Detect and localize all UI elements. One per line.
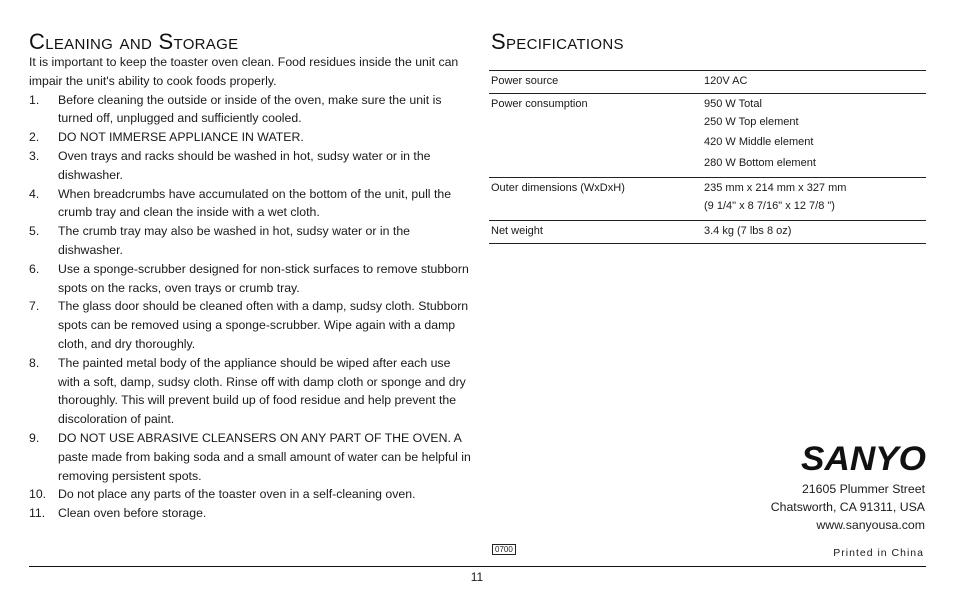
cleaning-step [29,297,471,353]
step-number: 5. [29,224,40,239]
cleaning-title: Cleaning and Storage [29,29,239,54]
step-number: 1. [29,92,40,107]
spec-label: Power source [491,75,559,87]
company-address [771,480,925,534]
step-number: 9. [29,430,40,445]
step-text: When breadcrumbs have accumulated on the bottom of the unit, pull the crumb tray and clean the inside with a wet cloth. [58,186,452,220]
sanyo-logo [800,440,927,474]
step-number: 10. [29,487,47,502]
cleaning-step [29,485,471,504]
step-text: The crumb tray may also be washed in hot, sudsy water or in the dishwasher. [58,224,410,257]
cleaning-step [29,147,471,185]
spec-label: Net weight [491,225,543,238]
cleaning-section [29,53,471,523]
step-text: The glass door should be cleaned often with a damp, sudsy cloth. Stubborn spots can be removed using a sponge-scrubber. Wipe again with a damp cloth, and dry thoroughly. [58,299,469,351]
cleaning-step [29,354,471,429]
cleaning-step [29,260,471,298]
spec-value: 250 W Top element [704,116,799,128]
step-number: 4. [29,186,40,201]
step-text: Clean oven before storage. [58,506,207,521]
print-code: 0700 [492,544,516,555]
step-number: 11. [29,506,46,521]
spec-values [704,94,926,178]
step-text: Use a sponge-scrubber designed for non-stick surfaces to remove stubborn spots on the racks, oven trays or crumb tray. [58,261,469,295]
step-text: Before cleaning the outside or inside of the oven, make sure the unit is turned off, unplugged and sufficiently cooled. [58,92,442,126]
spec-value: 280 W Bottom element [704,156,816,169]
step-text: Do not place any parts of the toaster oven in a self-cleaning oven. [58,487,416,502]
cleaning-step [29,222,471,260]
specifications-table [489,70,926,244]
cleaning-steps [29,91,471,523]
step-number: 7. [29,299,40,314]
spec-row-power-source [489,71,926,94]
step-text: Oven trays and racks should be washed in hot, sudsy water or in the dishwasher. [58,148,431,182]
logo-text: SANYO [801,440,926,474]
spec-value: 950 W Total [704,98,762,110]
spec-value: 120V AC [704,75,748,87]
cleaning-step [29,504,471,523]
step-number: 3. [29,148,40,163]
specifications-title: Specifications [491,29,624,54]
step-number: 2. [29,130,40,145]
step-text: DO NOT USE ABRASIVE CLEANSERS ON ANY PART OF THE OVEN. A paste made from baking soda and a small amount of water can be helpful in removing persistent spots. [58,430,471,483]
website-link[interactable]: www.sanyousa.com [816,518,925,532]
spec-value: 420 W Middle element [704,136,814,149]
cleaning-intro: It is important to keep the toaster oven clean. Food residues inside the unit can impair the unit's ability to cook foods properly. [29,55,459,88]
printed-in-china: Printed in China [833,547,924,559]
spec-value: 235 mm x 214 mm x 327 mm [704,181,847,194]
step-text: The painted metal body of the appliance should be wiped after each use with a soft, damp, sudsy cloth. Rinse off with damp cloth or sponge and dry thoroughly. This will prevent build up of food residue and help prevent the discoloration of paint. [58,355,466,427]
spec-values [704,71,926,94]
step-number: 6. [29,261,40,276]
cleaning-step [29,185,471,223]
spec-row-power-consumption [489,94,926,178]
spec-row-outer-dimensions [489,177,926,220]
address-street: 21605 Plummer Street [801,482,925,496]
spec-value: 3.4 kg (7 lbs 8 oz) [704,225,792,238]
spec-row-net-weight [489,221,926,244]
cleaning-step [29,429,471,485]
spec-value: (9 1/4" x 8 7/16" x 12 7/8 ") [704,199,835,212]
cleaning-step [29,91,471,129]
spec-label: Outer dimensions (WxDxH) [491,181,625,194]
spec-values [704,177,926,220]
address-city: Chatsworth, CA 91311, USA [770,500,925,514]
spec-values [704,221,926,244]
cleaning-step [29,128,471,147]
page-number: 11 [470,570,484,584]
footer-divider [29,566,926,567]
step-number: 8. [29,355,40,370]
spec-label: Power consumption [491,98,588,110]
step-text: DO NOT IMMERSE APPLIANCE IN WATER. [58,130,304,145]
